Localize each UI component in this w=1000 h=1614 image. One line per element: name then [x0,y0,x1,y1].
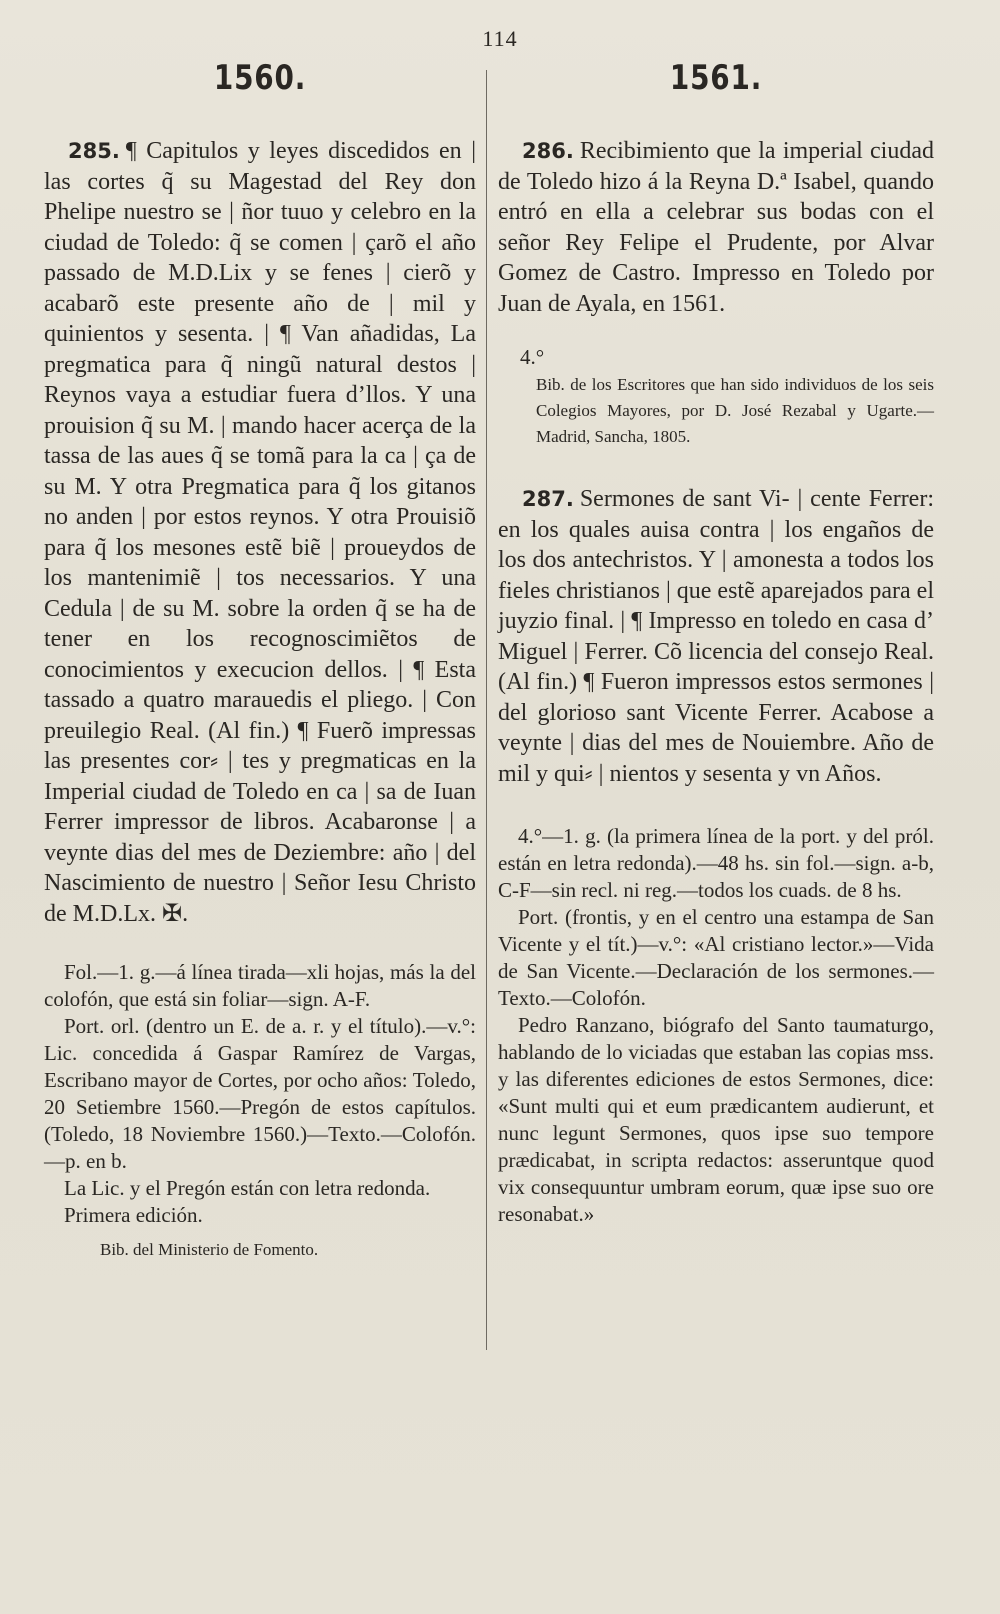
entry-286 [498,136,934,319]
note-paragraph: Pedro Ranzano, biógrafo del Santo taumaturgo, hablando de lo viciadas que estaban las copias mss. y las diferentes ediciones de estos Sermones, dice: «Sunt multi qui et eum prædicantem audierunt, et nunc legunt Sermones, quos ipse suo tempore prædicabat, in scripta redactos: asseruntque quod vix consequuntur umbram eorum, quæ ipse suo ore resonabat.» [498,1013,934,1226]
entry-text: Sermones de sant Vi- | cente Ferrer: en los quales auisa contra | los engaños de los dos antechristos. Y | amonesta a todos los fieles christianos | que estẽ aparejados para el juyzio final. | ¶ Impresso en toledo en casa d’ Miguel | Ferrer. Cõ licencia del consejo Real. (Al fin.) ¶ Fueron impressos estos sermones | del glorioso sant Vicente Ferrer. Acabose a veynte | dias del mes de Nouiembre. Año de mil y qui⸗ | nientos y sesenta y vn Años. [498,486,934,787]
entry-285 [44,136,476,929]
entry-text: Recibimiento que la imperial ciudad de Toledo hizo á la Reyna D.ª Isabel, quando entró en ella a celebrar sus bodas con el señor Rey Felipe el Prudente, por Alvar Gomez de Castro. Impresso en Toledo por Juan de Ayala, en 1561. [498,138,934,317]
note-paragraph: 4.°—1. g. (la primera línea de la port. y del pról. están en letra redonda).—48 hs. sin fol.—sign. a-b, C-F—sin recl. ni reg.—todos los cuads. de 8 hs. [498,824,934,902]
entry-number: 287. [522,487,574,511]
page-number: 114 [482,26,518,51]
year-heading-right: 1561. [669,58,763,98]
entry-286-format-block [498,345,934,370]
entry-number: 286. [522,139,574,163]
note-paragraph: Primera edición. [64,1203,203,1227]
bibliographic-source: Bib. del Ministerio de Fomento. [100,1240,319,1259]
bibliographic-source: Bib. de los Escritores que han sido individuos de los seis Colegios Mayores, por D. José Rezabal y Ugarte.—Madrid, Sancha, 1805. [536,375,934,446]
entry-number: 285. [68,139,120,163]
column-divider [486,70,487,1350]
entry-287-notes [498,823,934,1228]
format-label: 4.° [520,345,545,369]
note-paragraph: Port. (frontis, y en el centro una estampa de San Vicente y el tít.)—v.°: «Al cristiano lector.»—Vida de San Vicente.—Declaración de los sermones.—Texto.—Colofón. [498,905,934,1010]
note-paragraph: Port. orl. (dentro un E. de a. r. y el título).—v.°: Lic. concedida á Gaspar Ramírez de Vargas, Escribano mayor de Cortes, por ocho años: Toledo, 20 Setiembre 1560.—Pregón de estos capítulos. (Toledo, 18 Noviembre 1560.)—Texto.—Colofón.—p. en b. [44,1014,476,1173]
entry-285-notes [44,959,476,1229]
note-paragraph: Fol.—1. g.—á línea tirada—xli hojas, más la del colofón, que está sin foliar—sign. A-F. [44,960,476,1011]
entry-text: ¶ Capitulos y leyes discedidos en | las cortes q̃ su Magestad del Rey don Phelipe nuestro se | ñor tuuo y celebro en la ciudad de Toledo: q̃ se comen | çarõ el año passado de M.D.Lix y se fenes | cierõ y acabarõ este presente año de | mil y quinientos y sesenta. | ¶ Van añadidas, La pregmatica para q̃ ningũ natural destos | Reynos vaya a estudiar fuera d’llos. Y una prouision q̃ su M. | mando hacer acerça de la tassa de las aues q̃ se tomã para la ca | ça de su M. Y otra Pregmatica para q̃ los gitanos no anden | por estos reynos. Y otra Prouisiõ para q̃ los mesones estẽ biẽ | proueydos de los mantenimiẽ | tos necessarios. Y una Cedula | de su M. sobre la orden q̃ se ha de tener en los recognoscimiẽtos de conocimientos y execucion dellos. | ¶ Esta tassado a quatro marauedis el pliego. | Con preuilegio Real. (Al fin.) ¶ Fuerõ impressas las presentes cor⸗ | tes y pregmaticas en la Imperial ciudad de Toledo en ca | sa de Iuan Ferrer impressor de libros. Acabaronse | a veynte dias del mes de Deziembre: año | del Nascimiento de nuestro | Señor Iesu Christo de M.D.Lx. ✠. [44,138,476,927]
entry-287 [498,484,934,789]
left-column [44,58,476,1263]
right-column [498,58,934,1228]
year-heading-left: 1560. [213,58,307,98]
note-paragraph: La Lic. y el Pregón están con letra redonda. [64,1176,431,1200]
